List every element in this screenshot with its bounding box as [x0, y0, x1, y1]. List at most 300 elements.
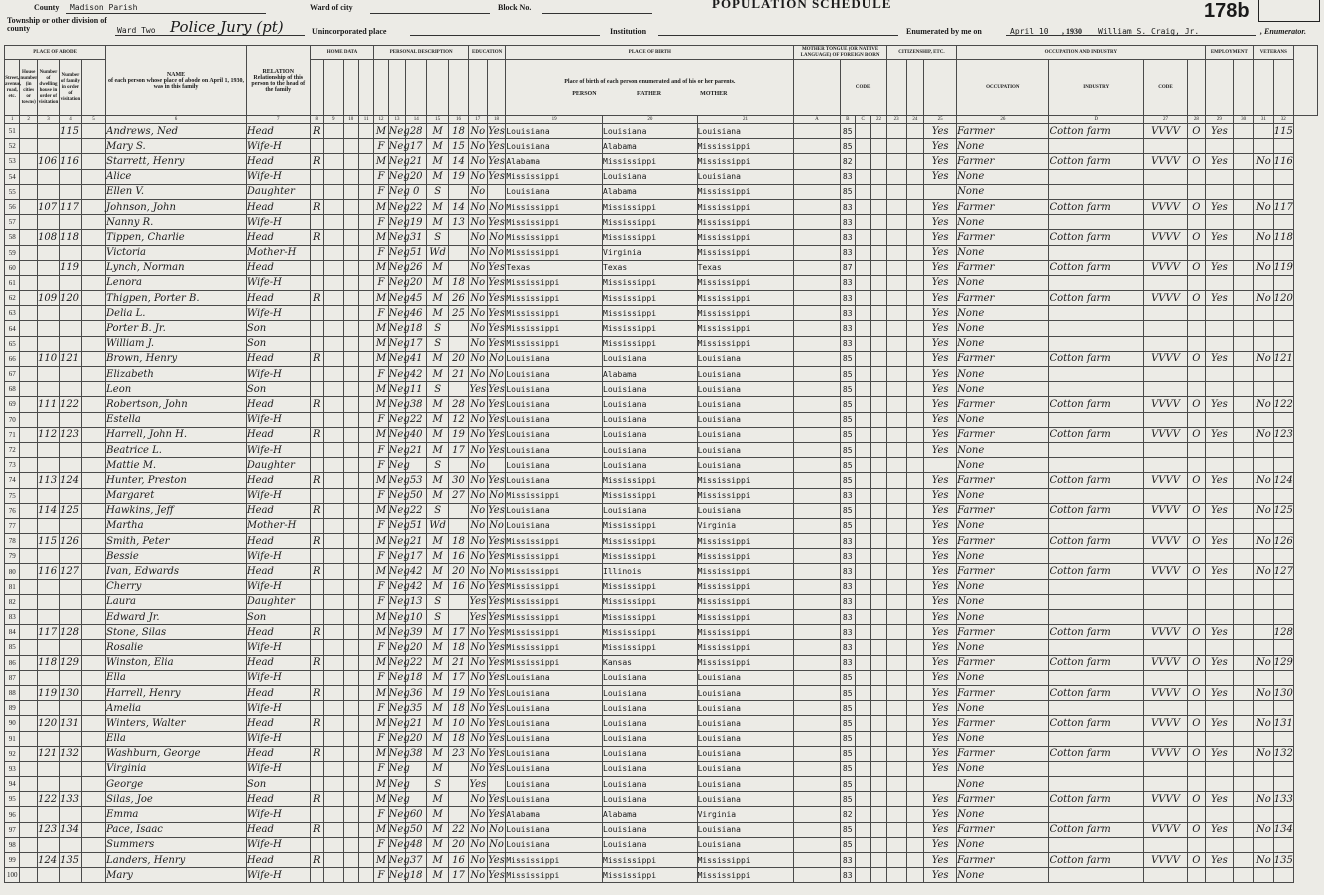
marital-status: M — [427, 397, 449, 412]
age-at-marriage: 17 — [449, 625, 469, 640]
marital-status: S — [427, 321, 449, 336]
table-row — [5, 260, 1318, 275]
column-number: 31 — [1254, 116, 1274, 124]
person-name: Washburn, George — [106, 746, 247, 761]
birth-code: 83 — [840, 594, 855, 609]
immigration-year — [886, 837, 906, 852]
industry: Cotton farm — [1049, 397, 1144, 412]
home-tenure: R — [310, 351, 323, 366]
industry-code: VVVV — [1144, 716, 1188, 731]
marital-status: M — [427, 291, 449, 306]
abode-blank — [81, 853, 105, 868]
sex: M — [374, 351, 388, 366]
home-value — [323, 412, 343, 427]
mother-tongue-header: MOTHER TONGUE (OR NATIVE LANGUAGE) OF FOREIGN BORN — [794, 46, 886, 60]
employed — [1205, 321, 1234, 336]
industry-code: VVVV — [1144, 564, 1188, 579]
age-at-marriage — [449, 184, 469, 199]
street-cell — [20, 761, 38, 776]
code-c — [871, 458, 886, 473]
mother-tongue — [794, 351, 840, 366]
table-row — [5, 594, 1318, 609]
place-of-birth-header: PLACE OF BIRTH — [506, 46, 794, 60]
marital-status: M — [427, 412, 449, 427]
home-tenure — [310, 184, 323, 199]
code-c — [871, 306, 886, 321]
marital-status: M — [427, 685, 449, 700]
employed — [1205, 336, 1234, 351]
dwelling-number: 112 — [37, 427, 59, 442]
mother-tongue — [794, 716, 840, 731]
code-c — [871, 427, 886, 442]
table-row — [5, 579, 1318, 594]
home-value — [323, 473, 343, 488]
speaks-english: Yes — [924, 230, 957, 245]
occupation: Farmer — [957, 154, 1049, 169]
street-cell — [20, 245, 38, 260]
unemployment-line — [1234, 336, 1254, 351]
sex: M — [374, 777, 388, 792]
industry-code — [1144, 442, 1188, 457]
farm-residence — [358, 154, 373, 169]
table-row — [5, 761, 1318, 776]
person-name: Martha — [106, 518, 247, 533]
birth-code: 83 — [840, 306, 855, 321]
dwelling-number — [37, 610, 59, 625]
street-cell — [20, 230, 38, 245]
birthplace-father: Mississippi — [603, 215, 698, 230]
code-b — [855, 701, 870, 716]
table-row — [5, 655, 1318, 670]
table-row — [5, 549, 1318, 564]
speaks-english: Yes — [924, 427, 957, 442]
farm-schedule-number — [1273, 610, 1293, 625]
column-number: 14 — [406, 116, 427, 124]
farm-residence — [358, 458, 373, 473]
line-number: 99 — [5, 853, 20, 868]
race: Neg — [388, 625, 406, 640]
abode-blank — [81, 837, 105, 852]
veteran: No — [1254, 792, 1274, 807]
home-tenure — [310, 458, 323, 473]
industry-code — [1144, 139, 1188, 154]
line-number: 72 — [5, 442, 20, 457]
home-data-header: HOME DATA — [310, 46, 374, 60]
mother-tongue — [794, 215, 840, 230]
birthplace-person: Mississippi — [506, 610, 603, 625]
home-tenure: R — [310, 199, 323, 214]
naturalization — [906, 610, 924, 625]
home-tenure — [310, 777, 323, 792]
age: 40 — [406, 427, 427, 442]
home-tenure — [310, 610, 323, 625]
employed: Yes — [1205, 230, 1234, 245]
street-cell — [20, 275, 38, 290]
mother-tongue — [794, 154, 840, 169]
age-at-marriage: 26 — [449, 291, 469, 306]
table-row — [5, 321, 1318, 336]
can-read-write: Yes — [487, 868, 506, 883]
sex: M — [374, 792, 388, 807]
marital-status: M — [427, 731, 449, 746]
employed — [1205, 215, 1234, 230]
birthplace-father: Louisiana — [603, 746, 698, 761]
home-value — [323, 746, 343, 761]
farm-schedule-number: 115 — [1273, 124, 1293, 139]
birthplace-person: Louisiana — [506, 670, 603, 685]
abode-blank — [81, 685, 105, 700]
radio-set — [343, 579, 358, 594]
code-c — [871, 321, 886, 336]
immigration-year — [886, 321, 906, 336]
veteran — [1254, 275, 1274, 290]
age: 22 — [406, 503, 427, 518]
farm-schedule-number: 125 — [1273, 503, 1293, 518]
dwelling-number: 120 — [37, 716, 59, 731]
street-cell — [20, 853, 38, 868]
birthplace-person: Louisiana — [506, 792, 603, 807]
age-at-marriage — [449, 321, 469, 336]
code-b — [855, 215, 870, 230]
veteran — [1254, 610, 1274, 625]
naturalization — [906, 336, 924, 351]
radio-set — [343, 184, 358, 199]
relation: Head — [246, 473, 310, 488]
birthplace-mother: Louisiana — [697, 351, 794, 366]
farm-schedule-number — [1273, 442, 1293, 457]
home-tenure — [310, 594, 323, 609]
age: 22 — [406, 412, 427, 427]
marital-status: M — [427, 169, 449, 184]
farm-schedule-number: 133 — [1273, 792, 1293, 807]
birthplace-person: Louisiana — [506, 473, 603, 488]
sex: F — [374, 807, 388, 822]
birthplace-mother: Mississippi — [697, 321, 794, 336]
immigration-year — [886, 260, 906, 275]
occupation: None — [957, 215, 1049, 230]
occupation: Farmer — [957, 124, 1049, 139]
industry — [1049, 579, 1144, 594]
home-value — [323, 594, 343, 609]
mother-tongue — [794, 245, 840, 260]
occupation: None — [957, 670, 1049, 685]
speaks-english: Yes — [924, 351, 957, 366]
marital-status: M — [427, 427, 449, 442]
naturalization — [906, 260, 924, 275]
naturalization — [906, 579, 924, 594]
race: Neg — [388, 731, 406, 746]
mother-tongue — [794, 594, 840, 609]
birthplace-father: Louisiana — [603, 670, 698, 685]
line-number: 79 — [5, 549, 20, 564]
home-tenure — [310, 139, 323, 154]
class-of-worker — [1188, 139, 1206, 154]
sex: F — [374, 245, 388, 260]
code-b — [855, 336, 870, 351]
farm-schedule-number: 135 — [1273, 853, 1293, 868]
home-value — [323, 291, 343, 306]
veteran — [1254, 701, 1274, 716]
race: Neg — [388, 534, 406, 549]
line-number: 62 — [5, 291, 20, 306]
relation: Wife-H — [246, 731, 310, 746]
code-b — [855, 655, 870, 670]
birth-code: 85 — [840, 367, 855, 382]
sex: M — [374, 625, 388, 640]
can-read-write: Yes — [487, 807, 506, 822]
code-c — [871, 473, 886, 488]
abode-blank — [81, 215, 105, 230]
code-b — [855, 503, 870, 518]
home-tenure: R — [310, 685, 323, 700]
street-cell — [20, 154, 38, 169]
dwelling-number: 124 — [37, 853, 59, 868]
family-number: 126 — [59, 534, 81, 549]
veteran — [1254, 670, 1274, 685]
birthplace-father: Louisiana — [603, 351, 698, 366]
birth-code: 85 — [840, 701, 855, 716]
speaks-english: Yes — [924, 701, 957, 716]
farm-residence — [358, 351, 373, 366]
relation: Head — [246, 351, 310, 366]
birthplace-father: Alabama — [603, 807, 698, 822]
radio-set — [343, 853, 358, 868]
line-number: 88 — [5, 685, 20, 700]
dwelling-number — [37, 640, 59, 655]
family-number: 135 — [59, 853, 81, 868]
occupation: None — [957, 640, 1049, 655]
abode-blank — [81, 640, 105, 655]
class-of-worker: O — [1188, 655, 1206, 670]
birth-code: 83 — [840, 199, 855, 214]
table-row — [5, 610, 1318, 625]
abode-blank — [81, 412, 105, 427]
age-at-marriage: 20 — [449, 351, 469, 366]
attended-school: No — [468, 488, 487, 503]
unemployment-line — [1234, 351, 1254, 366]
industry-code — [1144, 701, 1188, 716]
birth-code: 85 — [840, 124, 855, 139]
family-number — [59, 245, 81, 260]
mother-tongue — [794, 534, 840, 549]
enumerator-label: , Enumerator. — [1260, 27, 1307, 36]
home-value — [323, 275, 343, 290]
home-tenure — [310, 579, 323, 594]
race: Neg — [388, 367, 406, 382]
employed — [1205, 610, 1234, 625]
code-b — [855, 473, 870, 488]
abode-blank — [81, 792, 105, 807]
column-number: 32 — [1273, 116, 1293, 124]
unemployment-line — [1234, 640, 1254, 655]
relation: Head — [246, 655, 310, 670]
class-of-worker — [1188, 807, 1206, 822]
industry: Cotton farm — [1049, 534, 1144, 549]
birth-code: 83 — [840, 579, 855, 594]
birth-code: 83 — [840, 549, 855, 564]
race: Neg — [388, 670, 406, 685]
dwelling-number: 118 — [37, 655, 59, 670]
table-row — [5, 731, 1318, 746]
farm-schedule-number: 121 — [1273, 351, 1293, 366]
farm-schedule-number: 127 — [1273, 564, 1293, 579]
speaks-english: Yes — [924, 685, 957, 700]
birthplace-person: Mississippi — [506, 579, 603, 594]
immigration-year — [886, 230, 906, 245]
code-b — [855, 488, 870, 503]
birth-code: 85 — [840, 837, 855, 852]
can-read-write: No — [487, 564, 506, 579]
birth-code: 82 — [840, 807, 855, 822]
line-number: 95 — [5, 792, 20, 807]
speaks-english: Yes — [924, 579, 957, 594]
veteran — [1254, 336, 1274, 351]
home-value — [323, 336, 343, 351]
home-value — [323, 260, 343, 275]
birth-code: 83 — [840, 321, 855, 336]
line-number: 98 — [5, 837, 20, 852]
code-b — [855, 139, 870, 154]
birthplace-father: Mississippi — [603, 579, 698, 594]
birthplace-mother: Mississippi — [697, 154, 794, 169]
code-c — [871, 442, 886, 457]
unemployment-line — [1234, 716, 1254, 731]
family-number: 118 — [59, 230, 81, 245]
race: Neg — [388, 427, 406, 442]
family-number — [59, 610, 81, 625]
naturalization — [906, 746, 924, 761]
table-row — [5, 139, 1318, 154]
code-b — [855, 777, 870, 792]
age: 17 — [406, 549, 427, 564]
can-read-write: Yes — [487, 716, 506, 731]
street-cell — [20, 777, 38, 792]
table-row — [5, 306, 1318, 321]
person-name: George — [106, 777, 247, 792]
industry-code — [1144, 488, 1188, 503]
birthplace-father: Mississippi — [603, 199, 698, 214]
mother-tongue — [794, 427, 840, 442]
race: Neg — [388, 716, 406, 731]
home-value — [323, 367, 343, 382]
code-b — [855, 275, 870, 290]
unemployment-line — [1234, 139, 1254, 154]
industry-code: VVVV — [1144, 685, 1188, 700]
line-number: 59 — [5, 245, 20, 260]
marital-status: M — [427, 640, 449, 655]
sex: F — [374, 549, 388, 564]
birthplace-father: Alabama — [603, 139, 698, 154]
street-cell — [20, 473, 38, 488]
farm-schedule-number — [1273, 777, 1293, 792]
relation: Daughter — [246, 594, 310, 609]
code-b — [855, 230, 870, 245]
farm-residence — [358, 230, 373, 245]
family-number: 123 — [59, 427, 81, 442]
naturalization — [906, 245, 924, 260]
class-of-worker — [1188, 215, 1206, 230]
occupation: Farmer — [957, 230, 1049, 245]
table-row — [5, 518, 1318, 533]
home-value — [323, 215, 343, 230]
code-c — [871, 124, 886, 139]
industry — [1049, 321, 1144, 336]
birthplace-mother: Louisiana — [697, 169, 794, 184]
industry-code: VVVV — [1144, 230, 1188, 245]
immigration-year — [886, 761, 906, 776]
family-number — [59, 184, 81, 199]
industry-code — [1144, 549, 1188, 564]
birthplace-mother: Mississippi — [697, 306, 794, 321]
age: 39 — [406, 625, 427, 640]
birth-code: 85 — [840, 184, 855, 199]
person-name: Bessie — [106, 549, 247, 564]
marital-status: M — [427, 716, 449, 731]
birth-code: 85 — [840, 412, 855, 427]
code-c — [871, 822, 886, 837]
race: Neg — [388, 215, 406, 230]
industry: Cotton farm — [1049, 230, 1144, 245]
industry-code — [1144, 367, 1188, 382]
dwelling-number — [37, 184, 59, 199]
race: Neg — [388, 746, 406, 761]
family-number: 130 — [59, 685, 81, 700]
sex: M — [374, 336, 388, 351]
naturalization — [906, 199, 924, 214]
table-row — [5, 230, 1318, 245]
veterans-header: VETERANS — [1254, 46, 1294, 60]
birthplace-mother: Mississippi — [697, 640, 794, 655]
table-row — [5, 199, 1318, 214]
industry-code: VVVV — [1144, 503, 1188, 518]
attended-school: No — [468, 685, 487, 700]
mother-tongue — [794, 746, 840, 761]
relation: Wife-H — [246, 169, 310, 184]
birthplace-person: Louisiana — [506, 503, 603, 518]
farm-schedule-number — [1273, 761, 1293, 776]
home-value — [323, 184, 343, 199]
can-read-write: Yes — [487, 215, 506, 230]
birthplace-father: Louisiana — [603, 442, 698, 457]
line-number: 58 — [5, 230, 20, 245]
age: 22 — [406, 199, 427, 214]
employed: Yes — [1205, 746, 1234, 761]
industry — [1049, 215, 1144, 230]
industry-code: VVVV — [1144, 792, 1188, 807]
naturalization — [906, 549, 924, 564]
industry: Cotton farm — [1049, 822, 1144, 837]
relation: Son — [246, 382, 310, 397]
race: Neg — [388, 655, 406, 670]
birthplace-mother: Mississippi — [697, 655, 794, 670]
table-row — [5, 245, 1318, 260]
unemployment-line — [1234, 397, 1254, 412]
can-read-write: No — [487, 822, 506, 837]
home-tenure — [310, 518, 323, 533]
farm-residence — [358, 291, 373, 306]
speaks-english: Yes — [924, 518, 957, 533]
industry: Cotton farm — [1049, 746, 1144, 761]
immigration-year — [886, 306, 906, 321]
veteran: No — [1254, 473, 1274, 488]
birthplace-person: Louisiana — [506, 746, 603, 761]
code-b — [855, 837, 870, 852]
table-row — [5, 534, 1318, 549]
age: 51 — [406, 518, 427, 533]
farm-schedule-number — [1273, 807, 1293, 822]
street-cell — [20, 549, 38, 564]
sex: M — [374, 685, 388, 700]
